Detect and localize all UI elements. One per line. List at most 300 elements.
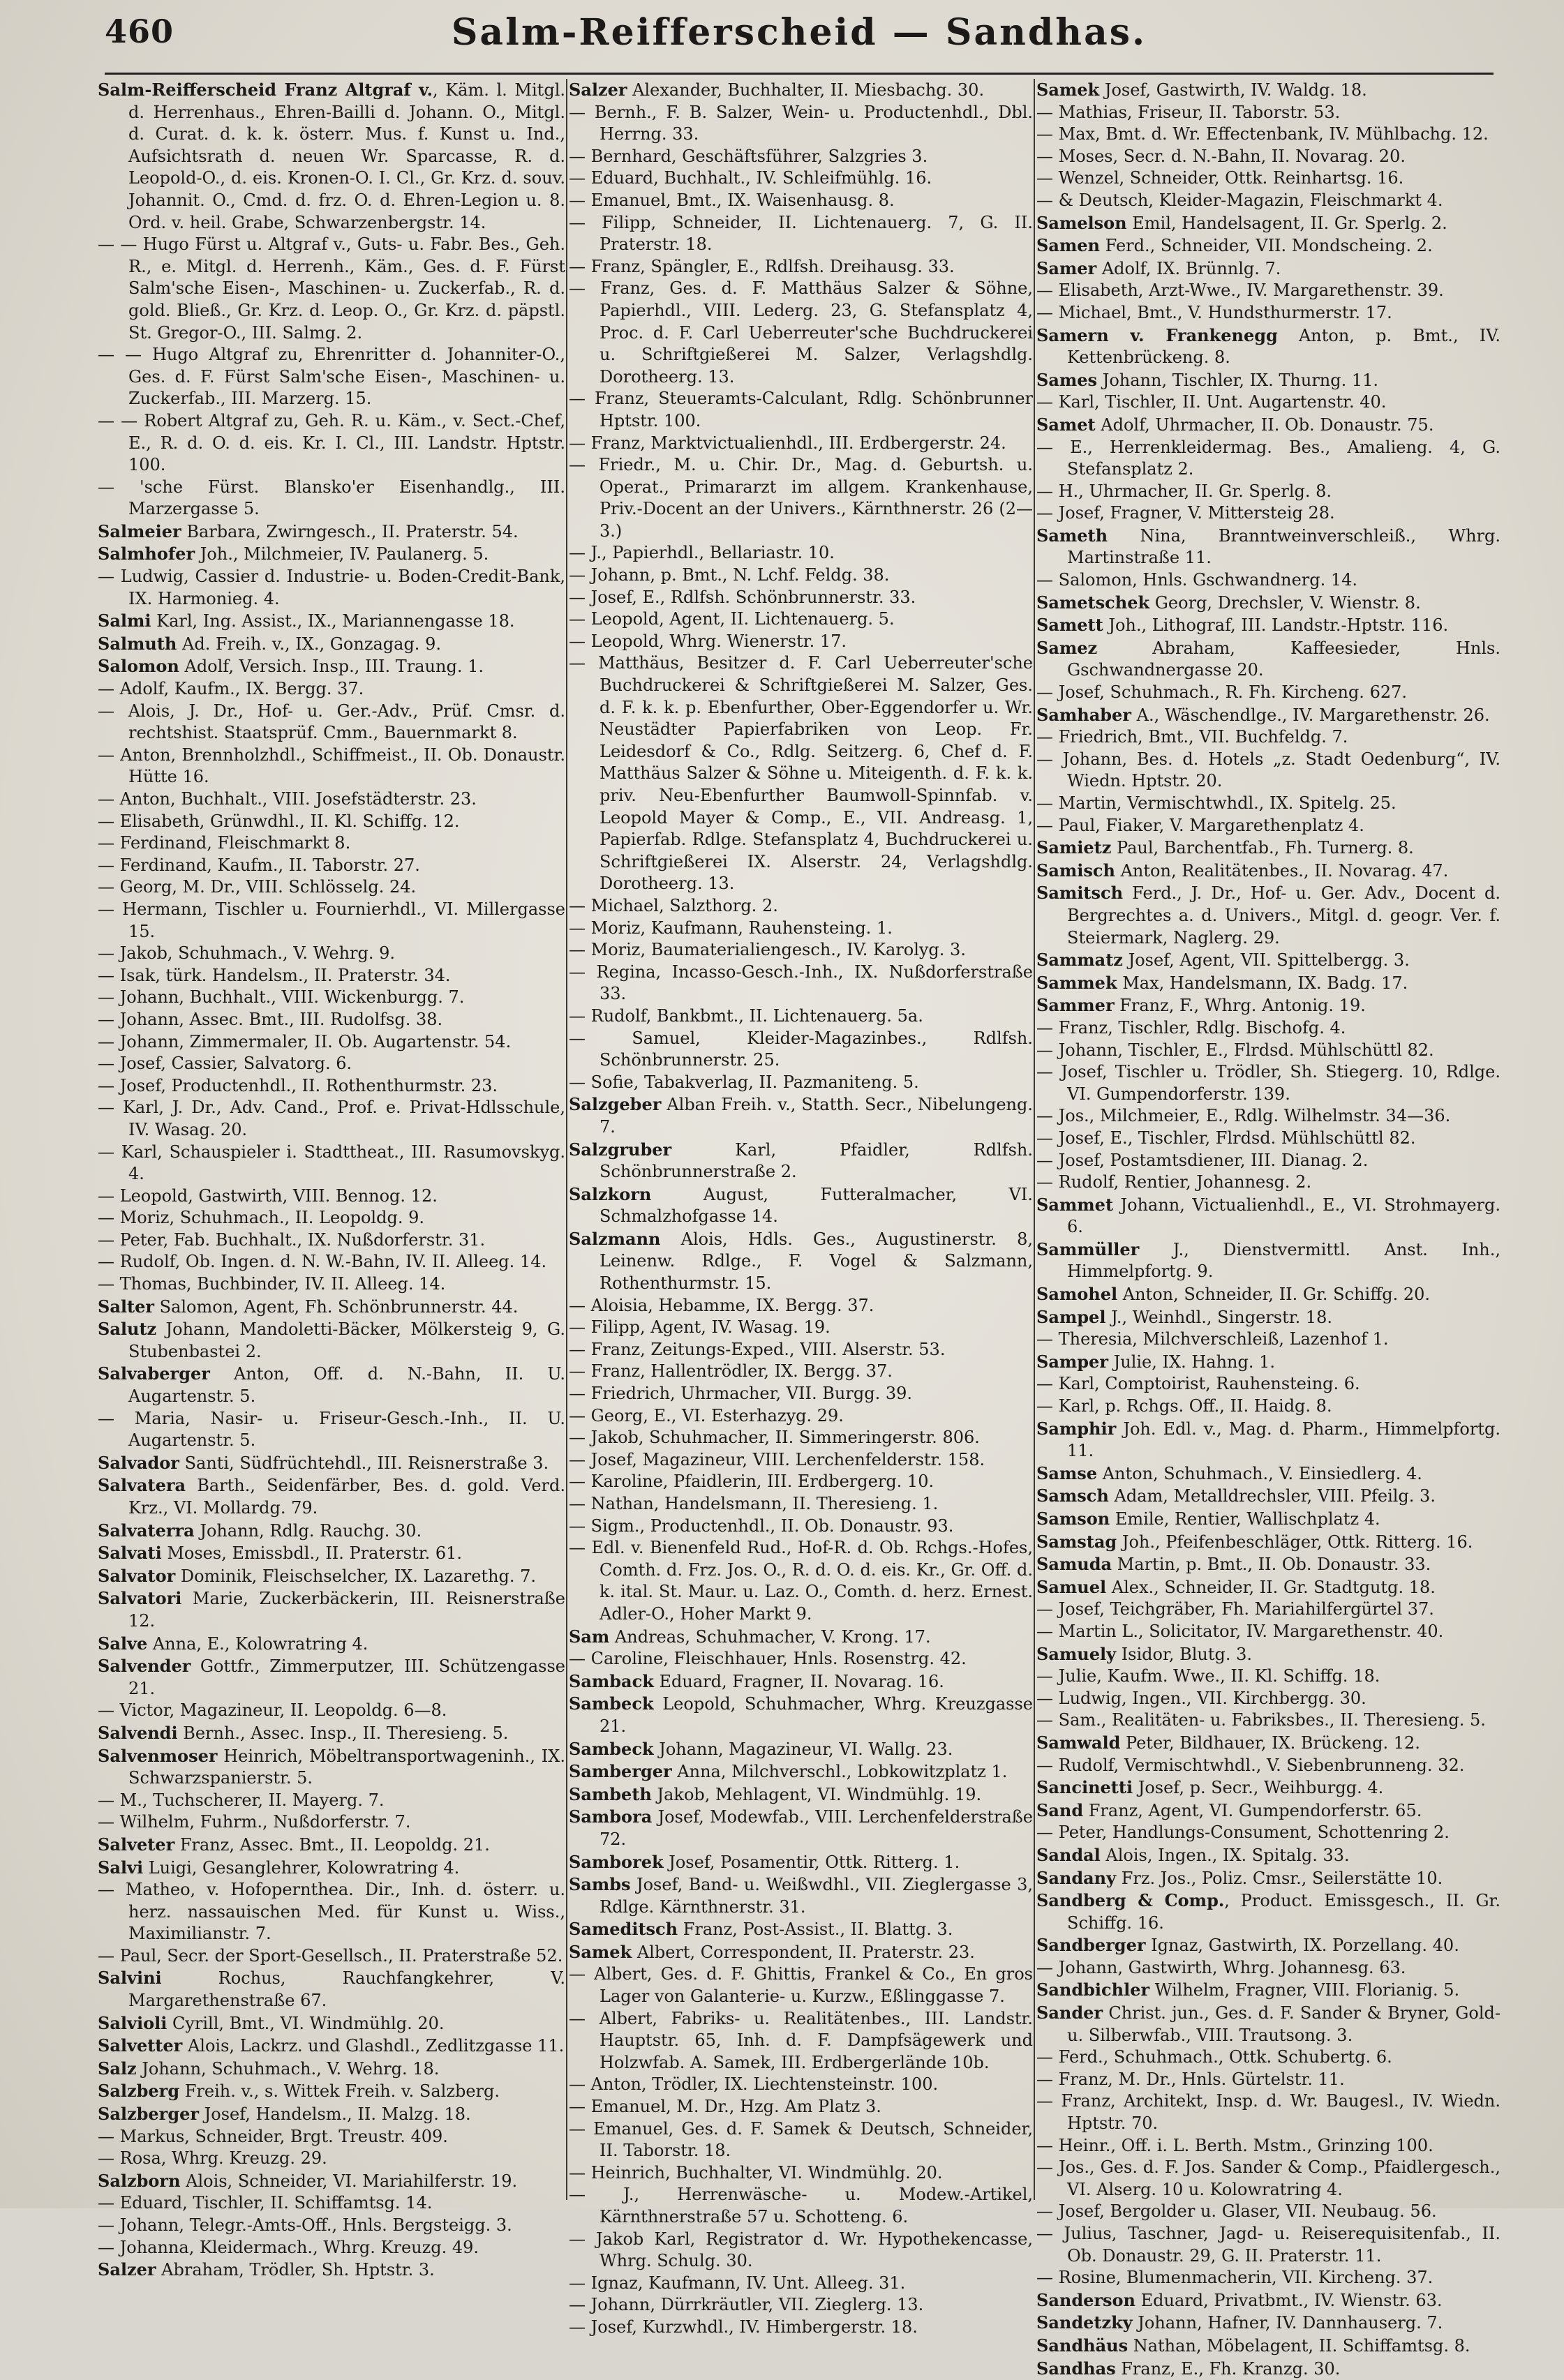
directory-entry bbox=[569, 1626, 1033, 1649]
entry-details: Alban Freih. v., Statth. Secr., Nibelungeng. 7. bbox=[599, 1095, 1033, 1137]
entry-details: — Elisabeth, Grünwdhl., II. Kl. Schiffg. 12. bbox=[98, 811, 460, 831]
entry-details: — Samuel, Kleider-Magazinbes., Rdlfsh. Schönbrunnerstr. 25. bbox=[569, 1028, 1033, 1070]
directory-entry bbox=[1036, 682, 1500, 704]
directory-entry bbox=[1036, 2267, 1500, 2289]
entry-details: — Rudolf, Bankbmt., II. Lichtenauerg. 5a. bbox=[569, 1005, 923, 1026]
directory-entry bbox=[1036, 1709, 1500, 1732]
directory-entry bbox=[98, 2215, 565, 2237]
entry-details: — Heinr., Off. i. L. Berth. Mstm., Grinzing 100. bbox=[1036, 2135, 1433, 2155]
directory-entry bbox=[569, 631, 1033, 653]
directory-entry bbox=[569, 102, 1033, 146]
directory-entry bbox=[569, 1873, 1033, 1918]
directory-entry bbox=[1036, 1373, 1500, 1395]
directory-entry bbox=[98, 521, 565, 544]
directory-entry bbox=[569, 1005, 1033, 1028]
entry-details: — Ignaz, Kaufmann, IV. Unt. Alleeg. 31. bbox=[569, 2273, 906, 2293]
directory-entry bbox=[1036, 2358, 1500, 2380]
directory-entry bbox=[1036, 972, 1500, 995]
directory-entry bbox=[1036, 1732, 1500, 1755]
entry-surname: Samietz bbox=[1036, 837, 1112, 858]
entry-surname: Samsch bbox=[1036, 1485, 1109, 1506]
directory-entry bbox=[98, 633, 565, 656]
entry-surname: Sameditsch bbox=[569, 1919, 678, 1940]
directory-entry bbox=[1036, 1889, 1500, 1934]
entry-details: — Karl, Comptoirist, Rauhensteing. 6. bbox=[1036, 1374, 1360, 1394]
directory-entry bbox=[98, 678, 565, 701]
entry-surname: Sam bbox=[569, 1626, 610, 1647]
entry-details: Franz, Agent, VI. Gumpendorferstr. 65. bbox=[1083, 1800, 1422, 1820]
entry-details: Adam, Metalldrechsler, VIII. Pfeilg. 3. bbox=[1108, 1486, 1436, 1506]
directory-entry bbox=[98, 1542, 565, 1565]
directory-entry bbox=[1036, 1621, 1500, 1643]
directory-entry bbox=[98, 1053, 565, 1075]
entry-details: — Josef, E., Rdlfsh. Schönbrunnerstr. 33. bbox=[569, 587, 916, 607]
entry-surname: Sandberger bbox=[1036, 1935, 1146, 1956]
directory-entry bbox=[1036, 994, 1500, 1017]
entry-surname: Salz bbox=[98, 2058, 137, 2079]
running-title: Salm-Reifferscheid — Sandhas. bbox=[451, 11, 1147, 54]
directory-entry bbox=[98, 855, 565, 877]
entry-details: — Ferd., Schuhmach., Ottk. Schubertg. 6. bbox=[1036, 2047, 1392, 2067]
entry-details: J., Weinhdl., Singerstr. 18. bbox=[1105, 1307, 1332, 1327]
directory-entry bbox=[1036, 1238, 1500, 1283]
entry-details: Josef, Handelsm., II. Malzg. 18. bbox=[199, 2104, 471, 2125]
directory-entry bbox=[1036, 1017, 1500, 1040]
entry-details: — Eduard, Buchhalt., IV. Schleifmühlg. 16. bbox=[569, 168, 932, 188]
entry-surname: Salzmann bbox=[569, 1228, 661, 1249]
entry-surname: Samer bbox=[1036, 257, 1097, 278]
directory-entry bbox=[569, 895, 1033, 918]
directory-entry bbox=[569, 1183, 1033, 1228]
directory-entry bbox=[1036, 592, 1500, 615]
entry-details: — Georg, E., VI. Esterhazyg. 29. bbox=[569, 1405, 844, 1425]
directory-entry bbox=[569, 1139, 1033, 1183]
entry-details: Anton, Realitätenbes., II. Novarag. 47. bbox=[1115, 860, 1449, 881]
entry-details: Georg, Drechsler, V. Wienstr. 8. bbox=[1149, 592, 1421, 613]
entry-details: Karl, Ing. Assist., IX., Mariannengasse 18. bbox=[151, 611, 515, 631]
directory-entry bbox=[569, 939, 1033, 961]
directory-entry bbox=[1036, 1462, 1500, 1485]
entry-details: — — Robert Altgraf zu, Geh. R. u. Käm., v. Sect.-Chef, E., R. d. O. d. eis. Kr. I. Cl., III. Landstr. Hptstr. 100. bbox=[98, 410, 565, 475]
directory-entry bbox=[569, 2162, 1033, 2185]
entry-details: Salomon, Agent, Fh. Schönbrunnerstr. 44. bbox=[154, 1296, 519, 1317]
directory-entry bbox=[1036, 1283, 1500, 1306]
entry-surname: Samelson bbox=[1036, 212, 1127, 233]
directory-entry bbox=[1036, 2090, 1500, 2134]
directory-entry bbox=[98, 701, 565, 744]
entry-details: — Franz, Zeitungs-Exped., VIII. Alserstr. 53. bbox=[569, 1339, 946, 1359]
entry-surname: Salvender bbox=[98, 1656, 191, 1677]
entry-surname: Sammet bbox=[1036, 1194, 1114, 1215]
directory-entry bbox=[569, 79, 1033, 102]
entry-details: Ignaz, Gastwirth, IX. Porzellang. 40. bbox=[1145, 1936, 1459, 1956]
directory-entry bbox=[98, 1229, 565, 1252]
directory-entry bbox=[1036, 2046, 1500, 2069]
header-rule bbox=[105, 73, 1494, 75]
directory-entry bbox=[98, 566, 565, 610]
directory-entry bbox=[569, 1295, 1033, 1317]
entry-details: — Rudolf, Rentier, Johannesg. 2. bbox=[1036, 1172, 1312, 1192]
entry-details: — Adolf, Kaufm., IX. Bergg. 37. bbox=[98, 679, 364, 699]
directory-entry bbox=[569, 2074, 1033, 2096]
entry-details: Jakob, Mehlagent, VI. Windmühlg. 19. bbox=[651, 1784, 982, 1804]
directory-entry bbox=[98, 832, 565, 855]
entry-surname: Salmeier bbox=[98, 521, 181, 541]
directory-entry bbox=[569, 388, 1033, 432]
entry-details: — Emanuel, Ges. d. F. Samek & Deutsch, Schneider, II. Taborstr. 18. bbox=[569, 2118, 1033, 2161]
directory-entry bbox=[569, 167, 1033, 190]
entry-details: — Jakob, Schuhmach., V. Wehrg. 9. bbox=[98, 943, 396, 964]
directory-entry bbox=[569, 2273, 1033, 2295]
entry-surname: Salzberger bbox=[98, 2104, 200, 2125]
entry-details: — Matheo, v. Hofopernthea. Dir., Inh. d. österr. u. herz. nassauischen Med. für Kunst u. Wiss., Maximilianstr. 7. bbox=[98, 1880, 565, 1944]
directory-entry bbox=[569, 1760, 1033, 1783]
entry-details: — Martin L., Solicitator, IV. Margarethenstr. 40. bbox=[1036, 1621, 1444, 1641]
entry-details: — Josef, E., Tischler, Flrdsd. Mühlschüttl 82. bbox=[1036, 1128, 1416, 1148]
entry-details: — Rosine, Blumenmacherin, VII. Kircheng. 37. bbox=[1036, 2268, 1433, 2288]
directory-entry bbox=[569, 278, 1033, 388]
directory-entry bbox=[98, 1587, 565, 1632]
directory-entry bbox=[98, 543, 565, 566]
entry-surname: Salzer bbox=[98, 2259, 156, 2280]
entry-details: Johann, Victualienhdl., E., VI. Strohmayerg. 6. bbox=[1067, 1195, 1500, 1237]
directory-entry bbox=[569, 652, 1033, 895]
entry-details: Ad. Freih. v., IX., Gonzagag. 9. bbox=[177, 634, 441, 654]
entry-surname: Salter bbox=[98, 1296, 154, 1317]
directory-entry bbox=[1036, 1508, 1500, 1531]
entry-surname: Sandetzky bbox=[1036, 2312, 1133, 2333]
entry-details: Josef, Gastwirth, IV. Waldg. 18. bbox=[1099, 80, 1367, 100]
entry-details: — Moriz, Baumaterialiengesch., IV. Karolyg. 3. bbox=[569, 940, 966, 960]
directory-entry bbox=[98, 2126, 565, 2148]
directory-entry bbox=[1036, 1128, 1500, 1150]
directory-entry bbox=[569, 1515, 1033, 1538]
directory-entry bbox=[1036, 1576, 1500, 1599]
entry-surname: Sames bbox=[1036, 369, 1098, 390]
entry-details: — Josef, Productenhdl., II. Rothenthurmstr. 23. bbox=[98, 1075, 498, 1095]
entry-details: — Sigm., Productenhdl., II. Ob. Donaustr. 93. bbox=[569, 1515, 954, 1536]
directory-entry bbox=[569, 1648, 1033, 1670]
entry-surname: Sanderson bbox=[1036, 2289, 1135, 2310]
entry-details: Marie, Zuckerbäckerin, III. Reisnerstraße 12. bbox=[128, 1589, 565, 1631]
entry-details: — Maria, Nasir- u. Friseur-Gesch.-Inh., II. U. Augartenstr. 5. bbox=[98, 1408, 565, 1451]
entry-details: — Franz, Ges. d. F. Matthäus Salzer & Söhne, Papierhdl., VIII. Lederg. 23, G. Stefansplatz 4, Proc. d. F. Carl Ueberreuter'sche Buchdruckerei u. Schriftgießerei M. Salzer, Verlagshdlg. Dorotheerg. 13. bbox=[569, 278, 1033, 387]
entry-details: August, Futteralmacher, VI. Schmalzhofgasse 14. bbox=[599, 1184, 1033, 1227]
entry-details: Alexander, Buchhalter, II. Miesbachg. 30. bbox=[627, 80, 985, 100]
entry-surname: Salvati bbox=[98, 1543, 162, 1564]
directory-entry bbox=[1036, 637, 1500, 682]
entry-surname: Salvini bbox=[98, 1968, 162, 1989]
directory-entry bbox=[98, 744, 565, 788]
entry-details: Alois, Schneider, VI. Mariahilferstr. 19. bbox=[180, 2171, 518, 2191]
entry-details: — Anton, Brennholzhdl., Schiffmeist., II. Ob. Donaustr. Hütte 16. bbox=[98, 744, 565, 787]
entry-details: Josef, Posamentir, Ottk. Ritterg. 1. bbox=[663, 1852, 960, 1872]
entry-details: — Josef, Postamtsdiener, III. Dianag. 2. bbox=[1036, 1150, 1369, 1170]
entry-surname: Salmhofer bbox=[98, 544, 195, 564]
column-divider bbox=[566, 79, 567, 2200]
directory-entry bbox=[1036, 1531, 1500, 1554]
directory-entry bbox=[1036, 1150, 1500, 1172]
directory-entry bbox=[98, 2035, 565, 2058]
entry-details: — Jos., Ges. d. F. Jos. Sander & Comp., Pfaidlergesch., VI. Alserg. 10 u. Kolowratring 4. bbox=[1036, 2157, 1500, 2199]
entry-details: Alois, Ingen., IX. Spitalg. 33. bbox=[1100, 1845, 1350, 1865]
entry-details: — Bernhard, Geschäftsführer, Salzgries 3. bbox=[569, 146, 928, 166]
entry-details: — Paul, Secr. der Sport-Gesellsch., II. Praterstraße 52. bbox=[98, 1945, 563, 1966]
entry-details: Josef, p. Secr., Weihburgg. 4. bbox=[1133, 1778, 1384, 1798]
entry-details: Anton, Schuhmach., V. Einsiedlerg. 4. bbox=[1097, 1463, 1422, 1483]
entry-details: — Friedrich, Bmt., VII. Buchfeldg. 7. bbox=[1036, 727, 1348, 747]
entry-surname: Sambeck bbox=[569, 1738, 654, 1759]
entry-details: — Michael, Bmt., V. Hundsthurmerstr. 17. bbox=[1036, 302, 1392, 322]
entry-details: — Friedr., M. u. Chir. Dr., Mag. d. Geburtsh. u. Operat., Primararzt im allgem. Krankenhause, Priv.-Docent an der Univers., Kärnthnerstr. 26 (2—3.) bbox=[569, 455, 1033, 541]
column-divider bbox=[1034, 79, 1035, 2200]
directory-entry bbox=[569, 454, 1033, 542]
directory-entry bbox=[1036, 2069, 1500, 2091]
entry-details: — Emanuel, Bmt., IX. Waisenhausg. 8. bbox=[569, 190, 895, 210]
entry-details: — Josef, Tischler u. Trödler, Sh. Stiegerg. 10, Rdlge. VI. Gumpendorferstr. 139. bbox=[1036, 1062, 1500, 1104]
entry-surname: Sandhas bbox=[1036, 2358, 1116, 2379]
entry-details: — E., Herrenkleidermag. Bes., Amalieng. 4, G. Stefansplatz 2. bbox=[1036, 437, 1500, 479]
entry-details: — Max, Bmt. d. Wr. Effectenbank, IV. Mühlbachg. 12. bbox=[1036, 124, 1489, 144]
entry-surname: Salvenmoser bbox=[98, 1745, 218, 1766]
entry-details: Ferd., J. Dr., Hof- u. Ger. Adv., Docent d. Bergrechtes a. d. Univers., Mitgl. d. geogr. Ver. f. Steiermark, Naglerg. 29. bbox=[1067, 883, 1500, 948]
entry-surname: Samuely bbox=[1036, 1643, 1117, 1664]
entry-surname: Sandal bbox=[1036, 1844, 1101, 1865]
entry-details: Moses, Emissbdl., II. Praterstr. 61. bbox=[161, 1543, 463, 1564]
entry-details: — Johann, p. Bmt., N. Lchf. Feldg. 38. bbox=[569, 565, 890, 585]
column-1 bbox=[98, 79, 565, 2280]
entry-surname: Salzberg bbox=[98, 2081, 180, 2102]
entry-details: — Georg, M. Dr., VIII. Schlösselg. 24. bbox=[98, 877, 417, 897]
entry-details: — Julius, Taschner, Jagd- u. Reiserequisitenfab., II. Ob. Donaustr. 29, G. II. Praterstr. 11. bbox=[1036, 2224, 1500, 2266]
directory-entry bbox=[98, 610, 565, 633]
entry-details: — Johann, Tischler, E., Flrdsd. Mühlschüttl 82. bbox=[1036, 1040, 1434, 1060]
entry-surname: Salvi bbox=[98, 1857, 144, 1878]
entry-details: — Regina, Incasso-Gesch.-Inh., IX. Nußdorferstraße 33. bbox=[569, 961, 1033, 1004]
entry-details: — Johann, Bes. d. Hotels „z. Stadt Oedenburg“, IV. Wiedn. Hptstr. 20. bbox=[1036, 749, 1500, 791]
directory-entry bbox=[98, 2170, 565, 2193]
directory-entry bbox=[569, 1851, 1033, 1874]
directory-entry bbox=[98, 987, 565, 1009]
directory-entry bbox=[98, 1945, 565, 1968]
directory-entry bbox=[1036, 882, 1500, 949]
entry-surname: Samern v. Frankenegg bbox=[1036, 324, 1278, 345]
entry-details: Franz, E., Fh. Kranzg. 30. bbox=[1115, 2358, 1341, 2379]
entry-details: Anna, E., Kolowratring 4. bbox=[147, 1633, 368, 1654]
directory-entry bbox=[1036, 2201, 1500, 2223]
directory-entry bbox=[98, 2148, 565, 2170]
directory-entry bbox=[1036, 1776, 1500, 1799]
entry-surname: Samson bbox=[1036, 1509, 1110, 1529]
directory-entry bbox=[98, 234, 565, 344]
directory-entry bbox=[1036, 1934, 1500, 1957]
entry-details: — Nathan, Handelsmann, II. Theresieng. 1. bbox=[569, 1494, 939, 1513]
directory-entry bbox=[569, 1093, 1033, 1138]
directory-entry bbox=[1036, 79, 1500, 102]
directory-entry bbox=[1036, 1666, 1500, 1688]
entry-details: Alex., Schneider, II. Gr. Stadtgutg. 18. bbox=[1106, 1577, 1436, 1597]
entry-surname: Salvatori bbox=[98, 1588, 182, 1609]
entry-details: Wilhelm, Fragner, VIII. Florianig. 5. bbox=[1149, 1980, 1460, 2000]
entry-details: — & Deutsch, Kleider-Magazin, Fleischmarkt 4. bbox=[1036, 190, 1443, 210]
directory-entry bbox=[1036, 837, 1500, 860]
directory-entry bbox=[569, 587, 1033, 609]
entry-details: Karl, Pfaidler, Rdlfsh. Schönbrunnerstraße 2. bbox=[599, 1139, 1033, 1182]
directory-entry bbox=[1036, 481, 1500, 503]
directory-entry bbox=[569, 212, 1033, 256]
entry-details: Adolf, Versich. Insp., III. Traung. 1. bbox=[179, 657, 484, 677]
entry-details: — M., Tuchscherer, II. Mayerg. 7. bbox=[98, 1790, 385, 1810]
directory-entry bbox=[569, 2229, 1033, 2273]
entry-details: — Leopold, Whrg. Wienerstr. 17. bbox=[569, 631, 847, 651]
directory-entry bbox=[98, 1811, 565, 1834]
directory-entry bbox=[569, 1537, 1033, 1625]
directory-entry bbox=[569, 1228, 1033, 1295]
directory-entry bbox=[1036, 369, 1500, 392]
directory-entry bbox=[1036, 167, 1500, 190]
entry-details: — J., Herrenwäsche- u. Modew.-Artikel, Kärnthnerstraße 57 u. Schotteng. 6. bbox=[569, 2185, 1033, 2226]
directory-entry bbox=[1036, 1194, 1500, 1238]
directory-entry bbox=[1036, 502, 1500, 525]
entry-details: — Markus, Schneider, Brgt. Treustr. 409. bbox=[98, 2126, 448, 2146]
directory-entry bbox=[1036, 234, 1500, 257]
directory-entry bbox=[569, 1493, 1033, 1515]
entry-details: — H., Uhrmacher, II. Gr. Sperlg. 8. bbox=[1036, 481, 1332, 501]
directory-entry bbox=[98, 899, 565, 943]
entry-details: Freih. v., s. Wittek Freih. v. Salzberg. bbox=[179, 2081, 500, 2102]
entry-surname: Samstag bbox=[1036, 1531, 1117, 1552]
entry-details: Santi, Südfrüchtehdl., III. Reisnerstraße 3. bbox=[179, 1453, 549, 1473]
entry-surname: Sampel bbox=[1036, 1306, 1106, 1327]
entry-details: — Josef, Fragner, V. Mittersteig 28. bbox=[1036, 503, 1335, 523]
directory-entry bbox=[1036, 525, 1500, 569]
column-3 bbox=[1036, 79, 1500, 2379]
directory-entry bbox=[569, 1317, 1033, 1339]
directory-entry bbox=[569, 2184, 1033, 2228]
entry-details: Barth., Seidenfärber, Bes. d. gold. Verd. Krz., VI. Mollardg. 79. bbox=[128, 1476, 565, 1518]
entry-details: — Albert, Fabriks- u. Realitätenbes., III. Landstr. Hauptstr. 65, Inh. d. F. Dampfsägewerk und Holzwfab. A. Samek, III. Erdbergerlände 10b. bbox=[569, 2008, 1033, 2072]
entry-surname: Salzer bbox=[569, 80, 627, 100]
entry-details: Johann, Mandoletti-Bäcker, Mölkersteig 9, G. Stubenbastei 2. bbox=[128, 1319, 565, 1361]
directory-entry bbox=[569, 1383, 1033, 1405]
entry-surname: Sandany bbox=[1036, 1867, 1117, 1888]
directory-entry bbox=[98, 1655, 565, 1700]
entry-details: — Josef, Kurzwhdl., IV. Himbergerstr. 18. bbox=[569, 2317, 918, 2337]
directory-entry bbox=[98, 1452, 565, 1475]
directory-entry bbox=[1036, 391, 1500, 414]
entry-details: Emile, Rentier, Wallischplatz 4. bbox=[1110, 1509, 1380, 1529]
entry-details: — Franz, Tischler, Rdlg. Bischofg. 4. bbox=[1036, 1017, 1346, 1038]
directory-entry bbox=[569, 1427, 1033, 1449]
directory-entry bbox=[98, 1075, 565, 1098]
entry-details: — Rudolf, Ob. Ingen. d. N. W.-Bahn, IV. II. Alleeg. 14. bbox=[98, 1252, 547, 1272]
directory-entry bbox=[569, 1738, 1033, 1761]
entry-details: — Johann, Dürrkräutler, VII. Zieglerg. 13. bbox=[569, 2295, 924, 2315]
directory-entry bbox=[1036, 1599, 1500, 1621]
entry-details: — Mathias, Friseur, II. Taborstr. 53. bbox=[1036, 102, 1341, 122]
entry-details: — Paul, Fiaker, V. Margarethenplatz 4. bbox=[1036, 815, 1364, 835]
directory-entry bbox=[98, 1790, 565, 1812]
directory-entry bbox=[569, 1783, 1033, 1806]
directory-entry bbox=[569, 256, 1033, 278]
entry-details: — Salomon, Hnls. Gschwandnerg. 14. bbox=[1036, 570, 1358, 590]
entry-details: — Heinrich, Buchhalter, VI. Windmühlg. 20. bbox=[569, 2162, 943, 2183]
directory-entry bbox=[98, 1031, 565, 1054]
entry-details: — 'sche Fürst. Blansko'er Eisenhandlg., III. Marzergasse 5. bbox=[98, 477, 565, 519]
directory-entry bbox=[98, 1834, 565, 1857]
entry-details: Paul, Barchentfab., Fh. Turnerg. 8. bbox=[1111, 838, 1414, 858]
directory-entry bbox=[98, 2259, 565, 2282]
directory-entry bbox=[1036, 949, 1500, 972]
entry-details: Julie, IX. Hahng. 1. bbox=[1108, 1352, 1275, 1372]
directory-entry bbox=[98, 1251, 565, 1273]
directory-entry bbox=[1036, 302, 1500, 324]
entry-surname: Sambs bbox=[569, 1874, 631, 1895]
entry-details: Anna, Milchverschl., Lobkowitzplatz 1. bbox=[671, 1762, 1008, 1782]
entry-surname: Sand bbox=[1036, 1799, 1084, 1820]
directory-entry bbox=[1036, 2312, 1500, 2335]
entry-details: Andreas, Schuhmacher, V. Krong. 17. bbox=[609, 1626, 931, 1647]
entry-details: Joh. Edl. v., Mag. d. Pharm., Himmelpfortg. 11. bbox=[1067, 1419, 1500, 1461]
entry-details: Heinrich, Möbeltransportwageninh., IX. Schwarzspanierstr. 5. bbox=[128, 1746, 565, 1788]
directory-entry bbox=[1036, 1822, 1500, 1844]
directory-entry bbox=[98, 2237, 565, 2259]
entry-details: Eduard, Privatbmt., IV. Wienstr. 63. bbox=[1135, 2290, 1443, 2310]
entry-details: — Sam., Realitäten- u. Fabriksbes., II. Theresieng. 5. bbox=[1036, 1710, 1486, 1730]
directory-entry bbox=[569, 1471, 1033, 1493]
entry-details: — Wilhelm, Fuhrm., Nußdorferstr. 7. bbox=[98, 1812, 411, 1832]
entry-details: Isidor, Blutg. 3. bbox=[1116, 1644, 1253, 1664]
directory-entry bbox=[569, 1918, 1033, 1941]
entry-details: — Leopold, Gastwirth, VIII. Bennog. 12. bbox=[98, 1185, 438, 1206]
directory-entry bbox=[98, 1722, 565, 1745]
entry-surname: Salveter bbox=[98, 1834, 175, 1855]
directory-entry bbox=[98, 2058, 565, 2081]
directory-entry bbox=[569, 1072, 1033, 1094]
entry-details: — Theresia, Milchverschleiß, Lazenhof 1. bbox=[1036, 1329, 1389, 1349]
entry-details: — Moriz, Kaufmann, Rauhensteing. 1. bbox=[569, 918, 893, 938]
directory-entry bbox=[569, 608, 1033, 631]
directory-entry bbox=[1036, 1755, 1500, 1777]
entry-details: — Johann, Zimmermaler, II. Ob. Augartenstr. 54. bbox=[98, 1031, 512, 1051]
entry-details: — Martin, Vermischtwhdl., IX. Spitelg. 25. bbox=[1036, 793, 1397, 813]
directory-entry bbox=[1036, 2135, 1500, 2157]
entry-details: Nina, Branntweinverschleiß., Whrg. Martinstraße 11. bbox=[1067, 525, 1500, 568]
entry-surname: Salvaberger bbox=[98, 1363, 210, 1384]
entry-details: Johann, Tischler, IX. Thurng. 11. bbox=[1097, 370, 1379, 390]
entry-details: — Wenzel, Schneider, Ottk. Reinhartsg. 16. bbox=[1036, 168, 1404, 188]
entry-details: — Josef, Cassier, Salvatorg. 6. bbox=[98, 1054, 352, 1074]
directory-entry bbox=[569, 2317, 1033, 2339]
directory-entry bbox=[1036, 1643, 1500, 1666]
entry-details: — — Hugo Fürst u. Altgraf v., Guts- u. Fabr. Bes., Geh. R., e. Mitgl. d. Herrenh., Käm., Ges. d. F. Fürst Salm'sche Eisen-, Maschinen- u. Zuckerfab., R. d. gold. Bließ., Gr. Krz. d. Leop. O., Gr. Krz. d. päpstl. St. Gregor-O., III. Salmg. 2. bbox=[98, 234, 565, 343]
directory-entry bbox=[1036, 2002, 1500, 2046]
entry-details: — Peter, Fab. Buchhalt., IX. Nußdorferstr. 31. bbox=[98, 1229, 486, 1250]
directory-entry bbox=[569, 1449, 1033, 1472]
entry-details: Johann, Schuhmach., V. Wehrg. 18. bbox=[136, 2058, 440, 2079]
entry-details: — Victor, Magazineur, II. Leopoldg. 6—8. bbox=[98, 1700, 447, 1721]
directory-entry bbox=[569, 1670, 1033, 1693]
directory-entry bbox=[1036, 1105, 1500, 1128]
entry-surname: Samet bbox=[1036, 414, 1096, 435]
directory-entry bbox=[1036, 414, 1500, 437]
entry-details: — Johanna, Kleidermach., Whrg. Kreuzg. 49. bbox=[98, 2237, 479, 2257]
entry-details: Frz. Jos., Poliz. Cmsr., Seilerstätte 10. bbox=[1116, 1868, 1443, 1888]
entry-surname: Salzborn bbox=[98, 2170, 181, 2191]
directory-entry bbox=[569, 433, 1033, 455]
directory-entry bbox=[1036, 1799, 1500, 1823]
entry-details: — — Hugo Altgraf zu, Ehrenritter d. Johanniter-O., Ges. d. F. Fürst Salm'sche Eisen-, Maschinen- u. Zuckerfab., III. Marzerg. 15. bbox=[98, 345, 565, 409]
